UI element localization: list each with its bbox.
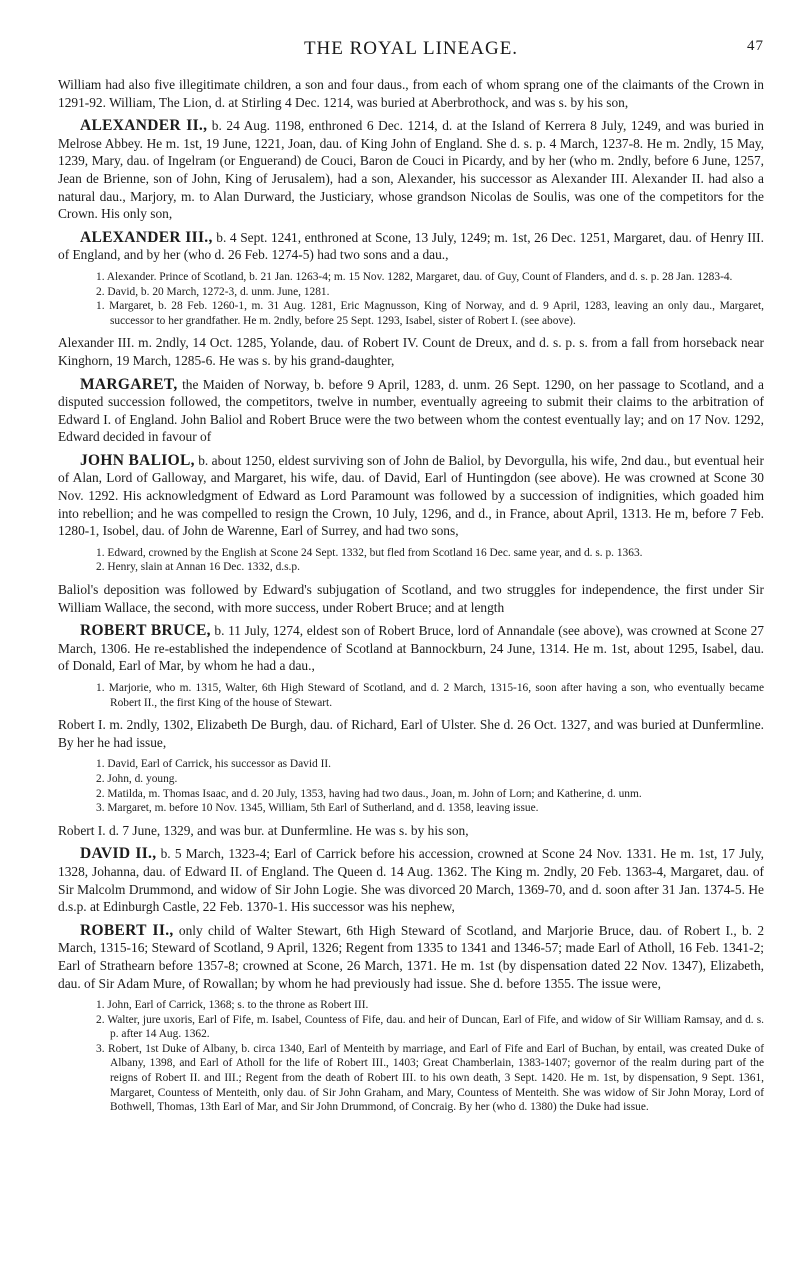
running-head xyxy=(58,38,764,66)
paragraph-bruce-death: Robert I. d. 7 June, 1329, and was bur. at Dunfermline. He was s. by his son, xyxy=(58,822,469,838)
list-item: 1. David, Earl of Carrick, his successor as David II. xyxy=(96,758,332,771)
entry-name: ALEXANDER III., xyxy=(80,228,213,246)
paragraph-bruce-second-marriage: Robert I. m. 2ndly, 1302, Elizabeth De Burgh, dau. of Richard, Earl of Ulster. She d. 26 Oct. 1327, and was buried at Dunfermline. By her he had issue, xyxy=(58,717,764,750)
entry-text: b. 4 Sept. 1241, enthroned at Scone, 13 July, 1249; m. 1st, 26 Dec. 1251, Margaret, dau. of Henry III. of England, and by her (who d. 26 Feb. 1274-5) had two sons and a dau., xyxy=(58,229,764,263)
entry-name: ALEXANDER II., xyxy=(80,117,208,135)
list-item: 1. Alexander. Prince of Scotland, b. 21 Jan. 1263-4; m. 15 Nov. 1282, Margaret, dau. of Guy, Count of Flanders, and d. s. p. 28 Jan. 1283-4. xyxy=(96,270,733,283)
list-item: 1. Margaret, b. 28 Feb. 1260-1, m. 31 Aug. 1281, Eric Magnusson, King of Norway, and d. 9 April, 1283, leaving an only dau., Margaret, successor to her grandfather. He m. 2ndly, before 25 Sept. 1293, Isabel, sister of Robert I. (see above). xyxy=(96,300,764,327)
list-item: 2. Walter, jure uxoris, Earl of Fife, m. Isabel, Countess of Fife, dau. and heir of Duncan, Earl of Fife, and widow of Sir William Ramsay, and d. s. p. after 14 Aug. 1362. xyxy=(96,1013,764,1041)
list-item: 2. David, b. 20 March, 1272-3, d. unm. June, 1281. xyxy=(96,285,330,298)
entry-david-ii xyxy=(58,845,764,915)
entry-margaret xyxy=(58,376,764,446)
page-number: 47 xyxy=(747,38,764,54)
list-item: 1. Marjorie, who m. 1315, Walter, 6th High Steward of Scotland, and d. 2 March, 1315-16, soon after having a son, who eventually became Robert II., the first King of the house of Stewart. xyxy=(96,682,764,709)
list-item: 2. Henry, slain at Annan 16 Dec. 1332, d.s.p. xyxy=(96,561,300,574)
entry-text: the Maiden of Norway, b. before 9 April, 1283, d. unm. 26 Sept. 1290, on her passage to Scotland, and a disputed succession followed, the competitors, twelve in number, eventually agreeing to submit their claims to the arbitration of Edward I. of England. John Baliol and Robert Bruce were the two between whom the contest eventually lay; and on 17 Nov. 1292, Edward decided in favour of xyxy=(58,376,764,445)
entry-text: b. 11 July, 1274, eldest son of Robert Bruce, lord of Annandale (see above), was crowned at Scone 27 March, 1306. He re-established the independence of Scotland at Bannockburn, 24 June, 1314. He m. 1st, about 1295, Isabel, dau. of Donald, Earl of Mar, by whom he had a dau., xyxy=(58,623,764,674)
entry-text: b. 24 Aug. 1198, enthroned 6 Dec. 1214, d. at the Island of Kerrera 8 July, 1249, and was buried in Melrose Abbey. He m. 1st, 19 June, 1221, Joan, dau. of King John of England. She d. s. p. 4 March, 1237-8. He m. 2ndly, 15 May, 1239, Mary, dau. of Ingelram (or Enguerand) de Couci, Baron de Couci in Picardy, and by her (who m. 2ndly, before 6 June, 1257, Jean de Brienne, son of John, King of Jerusalem), had a son, Alexander, his successor as Alexander III. Alexander II. had also a natural dau., Marjory, m. to Alan Durward, the Justiciary, whose grandson Nicolas de Soulis, was one of the competitors for the Crown. His only son, xyxy=(58,118,764,222)
list-item: 2. John, d. young. xyxy=(96,772,178,785)
entry-text: b. 5 March, 1323-4; Earl of Carrick before his accession, crowned at Scone 24 Nov. 1331. He m. 1st, 17 July, 1328, Johanna, dau. of Edward II. of England. The Queen d. 14 Aug. 1362. The King m. 2ndly, 20 Feb. 1363-4, Margaret, dau. of Sir Malcolm Drummond, and widow of Sir John Logie. She was divorced 20 March, 1369-70, and d. soon after 31 Jan. 1374-5. He d.s.p. at Edinburgh Castle, 22 Feb. 1370-1. His successor was his nephew, xyxy=(58,846,765,915)
entry-name: ROBERT BRUCE, xyxy=(80,622,211,640)
entry-text: only child of Walter Stewart, 6th High Steward of Scotland, and Marjorie Bruce, dau. of Robert I., b. 2 March, 1315-16; Steward of Scotland, 9 April, 1326; Regent from 1335 to 1341 and 1346-57; made Earl of Atholl, 16 Feb. 1341-2; Earl of Strathearn before 1357-8; crowned at Scone, 26 March, 1371. He m. 1st (by dispensation dated 22 Nov. 1347), Elizabeth, dau. of Sir Adam Mure, of Rowallan; by whom he had previously had issue. She d. before 1355. The issue were, xyxy=(58,922,765,991)
list-item: 3. Margaret, m. before 10 Nov. 1345, William, 5th Earl of Sutherland, and d. 1358, leaving issue. xyxy=(96,802,539,815)
entry-robert-ii xyxy=(58,922,764,992)
paragraph-alexander-iii-second-marriage: Alexander III. m. 2ndly, 14 Oct. 1285, Yolande, dau. of Robert IV. Count de Dreux, and d. s. p. s. from a fall from horseback near Kinghorn, 19 March, 1285-6. He was s. by his grand-daughter, xyxy=(58,335,764,368)
issue-list-baliol xyxy=(58,546,764,575)
issue-list-alexander-iii xyxy=(58,270,764,328)
entry-name: DAVID II., xyxy=(80,845,157,863)
paragraph-william-lion: William had also five illegitimate children, a son and four daus., from each of whom sprang one of the claimants of the Crown in 1291-92. William, The Lion, d. at Stirling 4 Dec. 1214, was buried at Aberbrothock, and was s. by his son, xyxy=(58,77,764,110)
entry-name: JOHN BALIOL, xyxy=(80,451,195,469)
entry-robert-bruce xyxy=(58,622,764,675)
entry-text: b. about 1250, eldest surviving son of John de Baliol, by Devorgulla, his wife, 2nd dau., but eventual heir of Alan, Lord of Galloway, and Margaret, his wife, dau. of David, Earl of Huntingdon (see above). He was crowned at Scone 30 Nov. 1292. His acknowledgment of Edward as Lord Paramount was followed by a succession of indignities, which goaded him into rebellion; and he was compelled to resign the Crown, 10 July, 1296, and d., in France, about April, 1313. He m, before 7 Feb. 1280-1, Isobel, dau. of John de Warenne, Earl of Surrey, and had two sons, xyxy=(58,452,764,539)
running-head-title: THE ROYAL LINEAGE. xyxy=(303,38,519,59)
entry-alexander-ii xyxy=(58,117,764,223)
paragraph-baliol-deposition: Baliol's deposition was followed by Edward's subjugation of Scotland, and two struggles for independence, the first under Sir William Wallace, the second, with more success, under Robert Bruce; and at length xyxy=(58,582,764,615)
entry-name: ROBERT II., xyxy=(80,921,174,939)
entry-alexander-iii xyxy=(58,229,764,264)
issue-list-bruce-first xyxy=(58,681,764,710)
list-item: 3. Robert, 1st Duke of Albany, b. circa 1340, Earl of Menteith by marriage, and Earl of Fife and Earl of Buchan, by entail, was created Duke of Albany, 1398, and Earl of Atholl for the life of Robert III., 1403; Great Chamberlain, 1383-1407; governor of the realm during part of the reigns of Robert II. and III.; Regent from the death of Robert III. to his own death, 3 Sept. 1420. He m. 1st, by dispensation, 9 Sept. 1361, Margaret, Countess of Menteith, only dau. of Sir John Graham, and Mary, Countess of Menteith. She was widow of Sir John Moray, Lord of Bothwell, Thomas, 13th Earl of Mar, and Sir John Drummond, of Concraig. By her (who d. 1380) the Duke had issue. xyxy=(96,1042,764,1114)
issue-list-bruce-second xyxy=(58,757,764,815)
entry-john-baliol xyxy=(58,452,764,540)
list-item: 2. Matilda, m. Thomas Isaac, and d. 20 July, 1353, having had two daus., Joan, m. John of Lorn; and Katherine, d. unm. xyxy=(96,787,642,800)
list-item: 1. John, Earl of Carrick, 1368; s. to the throne as Robert III. xyxy=(96,999,369,1012)
entry-name: MARGARET, xyxy=(80,375,178,393)
list-item: 1. Edward, crowned by the English at Scone 24 Sept. 1332, but fled from Scotland 16 Dec. same year, and d. s. p. 1363. xyxy=(96,546,643,559)
issue-list-robert-ii xyxy=(58,998,764,1115)
